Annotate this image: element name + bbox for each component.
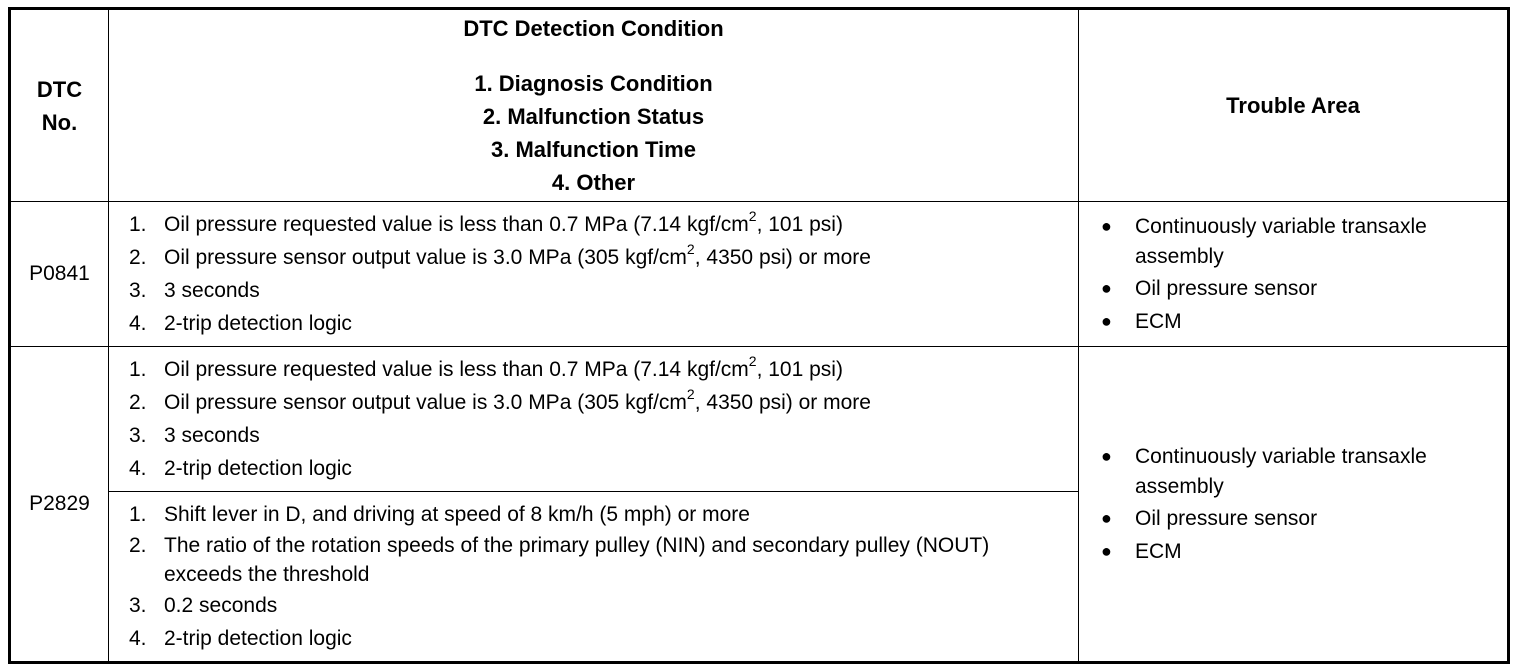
bullet-icon: ● xyxy=(1101,508,1112,528)
condition-item xyxy=(129,386,1066,419)
condition-text: Oil pressure sensor output value is 3.0 MPa (305 kgf/$cm^2$, 4350 psi) or more xyxy=(164,386,871,414)
header-detection-title: DTC Detection Condition xyxy=(463,16,724,41)
bullet-icon: ● xyxy=(1101,278,1112,298)
bullet-icon: ● xyxy=(1101,311,1112,331)
bullet-icon: ● xyxy=(1101,541,1112,561)
superscript: 2 xyxy=(686,241,695,257)
condition-item xyxy=(129,241,1066,274)
superscript: 2 xyxy=(748,208,757,224)
condition-text: The ratio of the rotation speeds of the primary pulley (NIN) and secondary pulley (NOUT) exceeds the threshold xyxy=(164,534,990,586)
condition-item xyxy=(129,307,1066,340)
condition-text: Oil pressure sensor output value is 3.0 MPa (305 kgf/$cm^2$, 4350 psi) or more xyxy=(164,241,871,269)
condition-item xyxy=(129,353,1066,386)
condition-item xyxy=(129,531,1066,589)
trouble-area-list xyxy=(1079,434,1507,574)
condition-number: 4. xyxy=(129,457,147,480)
condition-number: 4. xyxy=(129,312,147,335)
header-item-3: 3. Malfunction Time xyxy=(491,137,696,162)
condition-text: 3 seconds xyxy=(164,279,260,302)
trouble-area-text: Continuously variable transaxle assembly xyxy=(1135,445,1427,498)
dtc-code-p0841: P0841 xyxy=(10,202,109,347)
header-dtc-no-line2: No. xyxy=(41,109,78,135)
condition-number: 3. xyxy=(129,424,147,447)
condition-number: 4. xyxy=(129,627,147,650)
trouble-area-item xyxy=(1101,535,1495,568)
header-item-1: 1. Diagnosis Condition xyxy=(474,71,713,96)
condition-number: 2. xyxy=(129,246,147,269)
condition-number: 1. xyxy=(129,213,147,236)
condition-text: Oil pressure requested value is less than 0.7 MPa (7.14 kgf/$cm^2$, 101 psi) xyxy=(164,208,843,236)
header-dtc-no xyxy=(10,9,109,202)
superscript: 2 xyxy=(686,386,695,402)
header-detection-condition xyxy=(109,9,1079,202)
trouble-area-item xyxy=(1101,272,1495,305)
condition-text: 2-trip detection logic xyxy=(164,457,352,480)
header-item-4: 4. Other xyxy=(551,170,636,195)
condition-number: 3. xyxy=(129,279,147,302)
condition-item xyxy=(129,498,1066,531)
condition-text: Shift lever in D, and driving at speed of 8 km/h (5 mph) or more xyxy=(164,503,750,526)
header-item-2: 2. Malfunction Status xyxy=(482,104,705,129)
trouble-area-list xyxy=(1079,204,1507,344)
trouble-area-text: Continuously variable transaxle assembly xyxy=(1135,215,1427,268)
table-row-p0841 xyxy=(10,202,1509,347)
bullet-icon: ● xyxy=(1101,216,1112,236)
trouble-area-item xyxy=(1101,502,1495,535)
header-dtc-no-line1: DTC xyxy=(36,76,83,102)
condition-item xyxy=(129,419,1066,452)
trouble-area-p0841 xyxy=(1079,202,1509,347)
condition-text: 3 seconds xyxy=(164,424,260,447)
trouble-area-text: Oil pressure sensor xyxy=(1135,507,1318,530)
condition-item xyxy=(129,622,1066,655)
trouble-area-text: ECM xyxy=(1135,540,1182,563)
trouble-area-item xyxy=(1101,440,1495,502)
condition-item xyxy=(129,589,1066,622)
condition-number: 2. xyxy=(129,391,147,414)
condition-list xyxy=(109,492,1078,661)
table-row-p2829-a xyxy=(10,347,1509,492)
header-detection-items xyxy=(109,67,1078,199)
condition-list xyxy=(109,347,1078,491)
dtc-code-p2829: P2829 xyxy=(10,347,109,663)
condition-number: 3. xyxy=(129,594,147,617)
conditions-p2829-a xyxy=(109,347,1079,492)
condition-item xyxy=(129,274,1066,307)
condition-number: 1. xyxy=(129,503,147,526)
trouble-area-text: Oil pressure sensor xyxy=(1135,277,1318,300)
condition-number: 1. xyxy=(129,358,147,381)
condition-item xyxy=(129,452,1066,485)
condition-text: 0.2 seconds xyxy=(164,594,278,617)
bullet-icon: ● xyxy=(1101,446,1112,466)
condition-list xyxy=(109,202,1078,346)
superscript: 2 xyxy=(748,353,757,369)
conditions-p2829-b xyxy=(109,492,1079,663)
trouble-area-p2829 xyxy=(1079,347,1509,663)
condition-number: 2. xyxy=(129,534,147,557)
condition-text: 2-trip detection logic xyxy=(164,627,352,650)
condition-text: Oil pressure requested value is less than 0.7 MPa (7.14 kgf/$cm^2$, 101 psi) xyxy=(164,353,843,381)
condition-text: 2-trip detection logic xyxy=(164,312,352,335)
trouble-area-text: ECM xyxy=(1135,310,1182,333)
header-trouble-area: Trouble Area xyxy=(1079,9,1509,202)
trouble-area-item xyxy=(1101,305,1495,338)
header-row xyxy=(10,9,1509,202)
trouble-area-item xyxy=(1101,210,1495,272)
conditions-p0841 xyxy=(109,202,1079,347)
dtc-table xyxy=(8,7,1510,664)
condition-item xyxy=(129,208,1066,241)
